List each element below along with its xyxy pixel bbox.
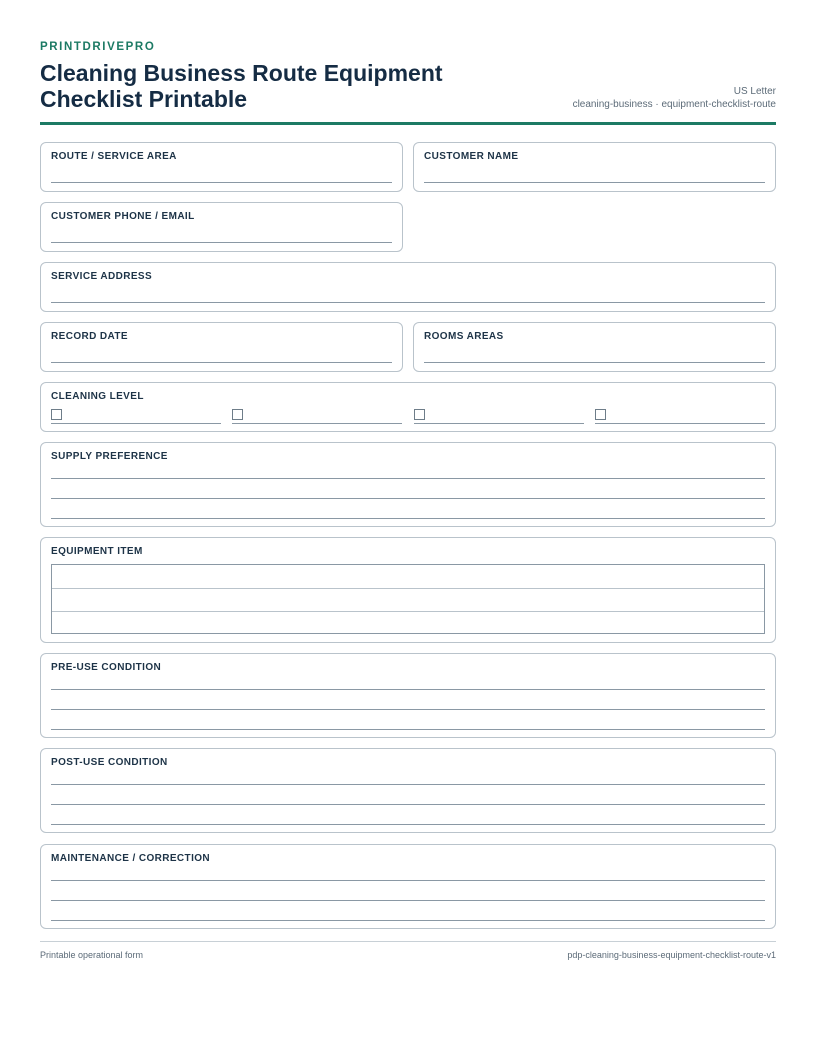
page-meta [573, 85, 776, 111]
customer-phone-email-field[interactable] [40, 202, 403, 252]
record-date-label: RECORD DATE [51, 331, 128, 342]
write-line [51, 498, 765, 499]
cleaning-level-field [40, 382, 776, 432]
cleaning-level-option-3[interactable] [414, 409, 584, 423]
rooms-areas-field[interactable] [413, 322, 776, 372]
write-line [424, 362, 765, 363]
write-line [51, 784, 765, 785]
header-divider [40, 122, 776, 125]
category-path: cleaning-business · equipment-checklist-route [572, 99, 776, 110]
rooms-areas-label: ROOMS AREAS [424, 331, 504, 342]
footer-divider [40, 941, 776, 942]
maintenance-correction-label: MAINTENANCE / CORRECTION [51, 853, 211, 864]
write-line [51, 182, 392, 183]
write-line [51, 824, 765, 825]
customer-phone-email-label: CUSTOMER PHONE / EMAIL [51, 211, 195, 222]
write-line [51, 518, 765, 519]
route-service-area-field[interactable] [40, 142, 403, 192]
service-address-label: SERVICE ADDRESS [51, 271, 153, 282]
table-row-divider [52, 611, 764, 612]
write-line [51, 709, 765, 710]
checkbox[interactable] [51, 409, 62, 420]
write-line [51, 920, 765, 921]
record-date-field[interactable] [40, 322, 403, 372]
supply-preference-field[interactable] [40, 442, 776, 527]
cleaning-level-option-4[interactable] [595, 409, 765, 423]
page-title: Cleaning Business Route Equipment Checklist Printable [40, 60, 443, 112]
pre-use-condition-label: PRE-USE CONDITION [51, 662, 162, 673]
paper-size: US Letter [733, 86, 776, 97]
write-line [414, 423, 584, 424]
equipment-item-field [40, 537, 776, 643]
checkbox[interactable] [414, 409, 425, 420]
service-address-field[interactable] [40, 262, 776, 312]
write-line [51, 423, 221, 424]
write-line [232, 423, 402, 424]
post-use-condition-field[interactable] [40, 748, 776, 833]
footer-form-type: Printable operational form [40, 950, 144, 960]
write-line [51, 689, 765, 690]
write-line [51, 242, 392, 243]
supply-preference-label: SUPPLY PREFERENCE [51, 451, 168, 462]
checkbox[interactable] [595, 409, 606, 420]
write-line [51, 900, 765, 901]
post-use-condition-label: POST-USE CONDITION [51, 757, 168, 768]
route-service-area-label: ROUTE / SERVICE AREA [51, 151, 177, 162]
cleaning-level-option-1[interactable] [51, 409, 221, 423]
checkbox[interactable] [232, 409, 243, 420]
write-line [51, 729, 765, 730]
brand-name: PRINTDRIVEPRO [40, 41, 156, 53]
write-line [51, 302, 765, 303]
maintenance-correction-field[interactable] [40, 844, 776, 929]
write-line [51, 804, 765, 805]
table-row-divider [52, 588, 764, 589]
cleaning-level-label: CLEANING LEVEL [51, 391, 144, 402]
customer-name-label: CUSTOMER NAME [424, 151, 519, 162]
write-line [51, 880, 765, 881]
write-line [51, 478, 765, 479]
write-line [424, 182, 765, 183]
equipment-table[interactable] [51, 564, 765, 634]
customer-name-field[interactable] [413, 142, 776, 192]
cleaning-level-option-2[interactable] [232, 409, 402, 423]
equipment-item-label: EQUIPMENT ITEM [51, 546, 143, 557]
write-line [51, 362, 392, 363]
footer-form-id: pdp-cleaning-business-equipment-checklist-route-v1 [567, 950, 776, 960]
write-line [595, 423, 765, 424]
pre-use-condition-field[interactable] [40, 653, 776, 738]
